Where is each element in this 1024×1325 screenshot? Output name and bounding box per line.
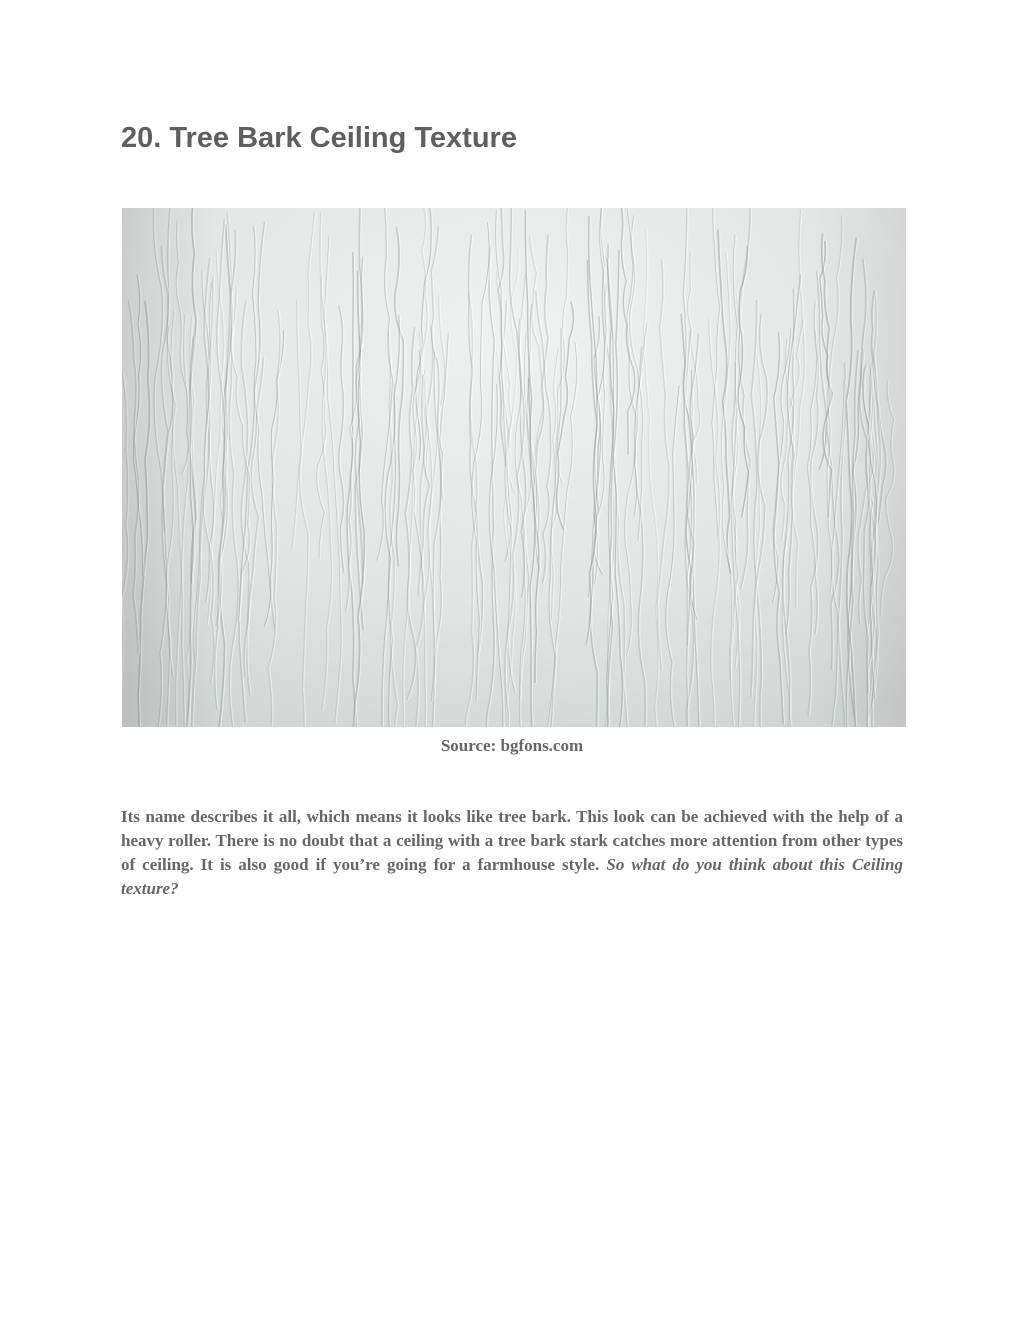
closing-question: So what do you think about this Ceiling texture? [121,855,904,898]
tree-bark-texture-image [122,208,906,727]
paragraph-text: Its name describes it all, which means it looks like tree bark. This look can be achieved with the help of a heavy roller. There is no doubt that a ceiling with a tree bark stark catches more attention from other types of ceiling. It is also good if you’re going for a farmhouse style. [121,807,903,874]
textured-ceiling-photo-icon [122,208,906,727]
section-heading: 20. Tree Bark Ceiling Texture [121,122,517,154]
body-paragraph [121,805,903,901]
image-caption: Source: bgfons.com [440,736,584,755]
